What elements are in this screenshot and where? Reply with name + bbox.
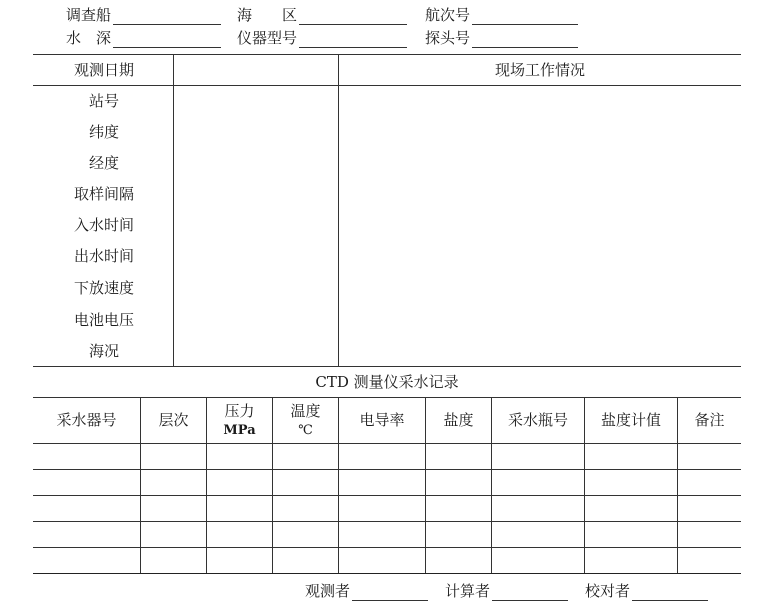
instrument-model-blank[interactable] xyxy=(299,31,407,48)
sea-area-field xyxy=(237,5,407,25)
table-top-border xyxy=(33,54,741,55)
probe-number-blank[interactable] xyxy=(472,31,578,48)
water-depth-field xyxy=(66,28,221,48)
col-conductivity-line1: 电导率 xyxy=(359,411,405,429)
battery-voltage-label: 电池电压 xyxy=(73,311,134,329)
station-work-divider xyxy=(338,54,339,366)
col-pressure xyxy=(207,402,272,440)
voyage-number-label: 航次号 xyxy=(425,6,471,24)
observer-field xyxy=(305,581,428,601)
entry-time-label: 入水时间 xyxy=(73,216,134,234)
col-sampler-number-line1: 采水器号 xyxy=(56,411,117,429)
col-salinometer-value xyxy=(585,411,677,429)
probe-number-label: 探头号 xyxy=(425,29,471,47)
survey-ship-field xyxy=(66,5,221,25)
station-header-divider xyxy=(33,85,741,86)
water-depth-label: 水 深 xyxy=(66,29,112,47)
calculator-field xyxy=(445,581,568,601)
table-bottom-border xyxy=(33,573,741,574)
col-conductivity xyxy=(339,411,425,429)
voyage-number-blank[interactable] xyxy=(472,8,578,25)
col-salinometer-value-line1: 盐度计值 xyxy=(600,411,661,429)
col-bottle-number xyxy=(492,411,584,429)
sampling-interval-label: 取样间隔 xyxy=(73,185,134,203)
exit-time-label: 出水时间 xyxy=(73,247,134,265)
col-temperature xyxy=(273,402,338,440)
water-depth-blank[interactable] xyxy=(113,31,221,48)
survey-ship-blank[interactable] xyxy=(113,8,221,25)
proofreader-blank[interactable] xyxy=(632,584,708,601)
col-bottle-number-line1: 采水瓶号 xyxy=(507,411,568,429)
col-layer-line1: 层次 xyxy=(158,411,189,429)
sea-area-blank[interactable] xyxy=(299,8,407,25)
col-pressure-line1: 压力 xyxy=(224,402,255,420)
lowering-speed-label: 下放速度 xyxy=(73,279,134,297)
probe-number-field xyxy=(425,28,578,48)
col-sampler-number xyxy=(33,411,140,429)
observer-blank[interactable] xyxy=(352,584,428,601)
col-layer xyxy=(141,411,206,429)
instrument-model-field xyxy=(237,28,407,48)
sea-state-label: 海况 xyxy=(88,342,119,360)
col-salinity-line1: 盐度 xyxy=(443,411,474,429)
proofreader-field xyxy=(585,581,708,601)
latitude-label: 纬度 xyxy=(88,123,119,141)
longitude-label: 经度 xyxy=(88,154,119,172)
sea-area-label: 海 区 xyxy=(237,6,298,24)
col-remarks xyxy=(678,411,741,429)
calculator-label: 计算者 xyxy=(445,582,491,600)
col-temperature-line2: ℃ xyxy=(298,423,313,438)
instrument-model-label: 仪器型号 xyxy=(237,29,298,47)
col-remarks-line1: 备注 xyxy=(694,411,725,429)
station-section-bottom xyxy=(33,366,741,367)
col-salinity xyxy=(426,411,491,429)
observer-label: 观测者 xyxy=(305,582,351,600)
col-pressure-line2: MPa xyxy=(223,423,256,438)
observation-date-label: 观测日期 xyxy=(73,61,134,79)
survey-ship-label: 调查船 xyxy=(66,6,112,24)
calculator-blank[interactable] xyxy=(492,584,568,601)
sampling-table-title: CTD 测量仪采水记录 xyxy=(315,373,459,391)
col-temperature-line1: 温度 xyxy=(290,402,321,420)
field-work-label: 现场工作情况 xyxy=(494,61,585,79)
proofreader-label: 校对者 xyxy=(585,582,631,600)
station-number-label: 站号 xyxy=(88,92,119,110)
voyage-number-field xyxy=(425,5,578,25)
